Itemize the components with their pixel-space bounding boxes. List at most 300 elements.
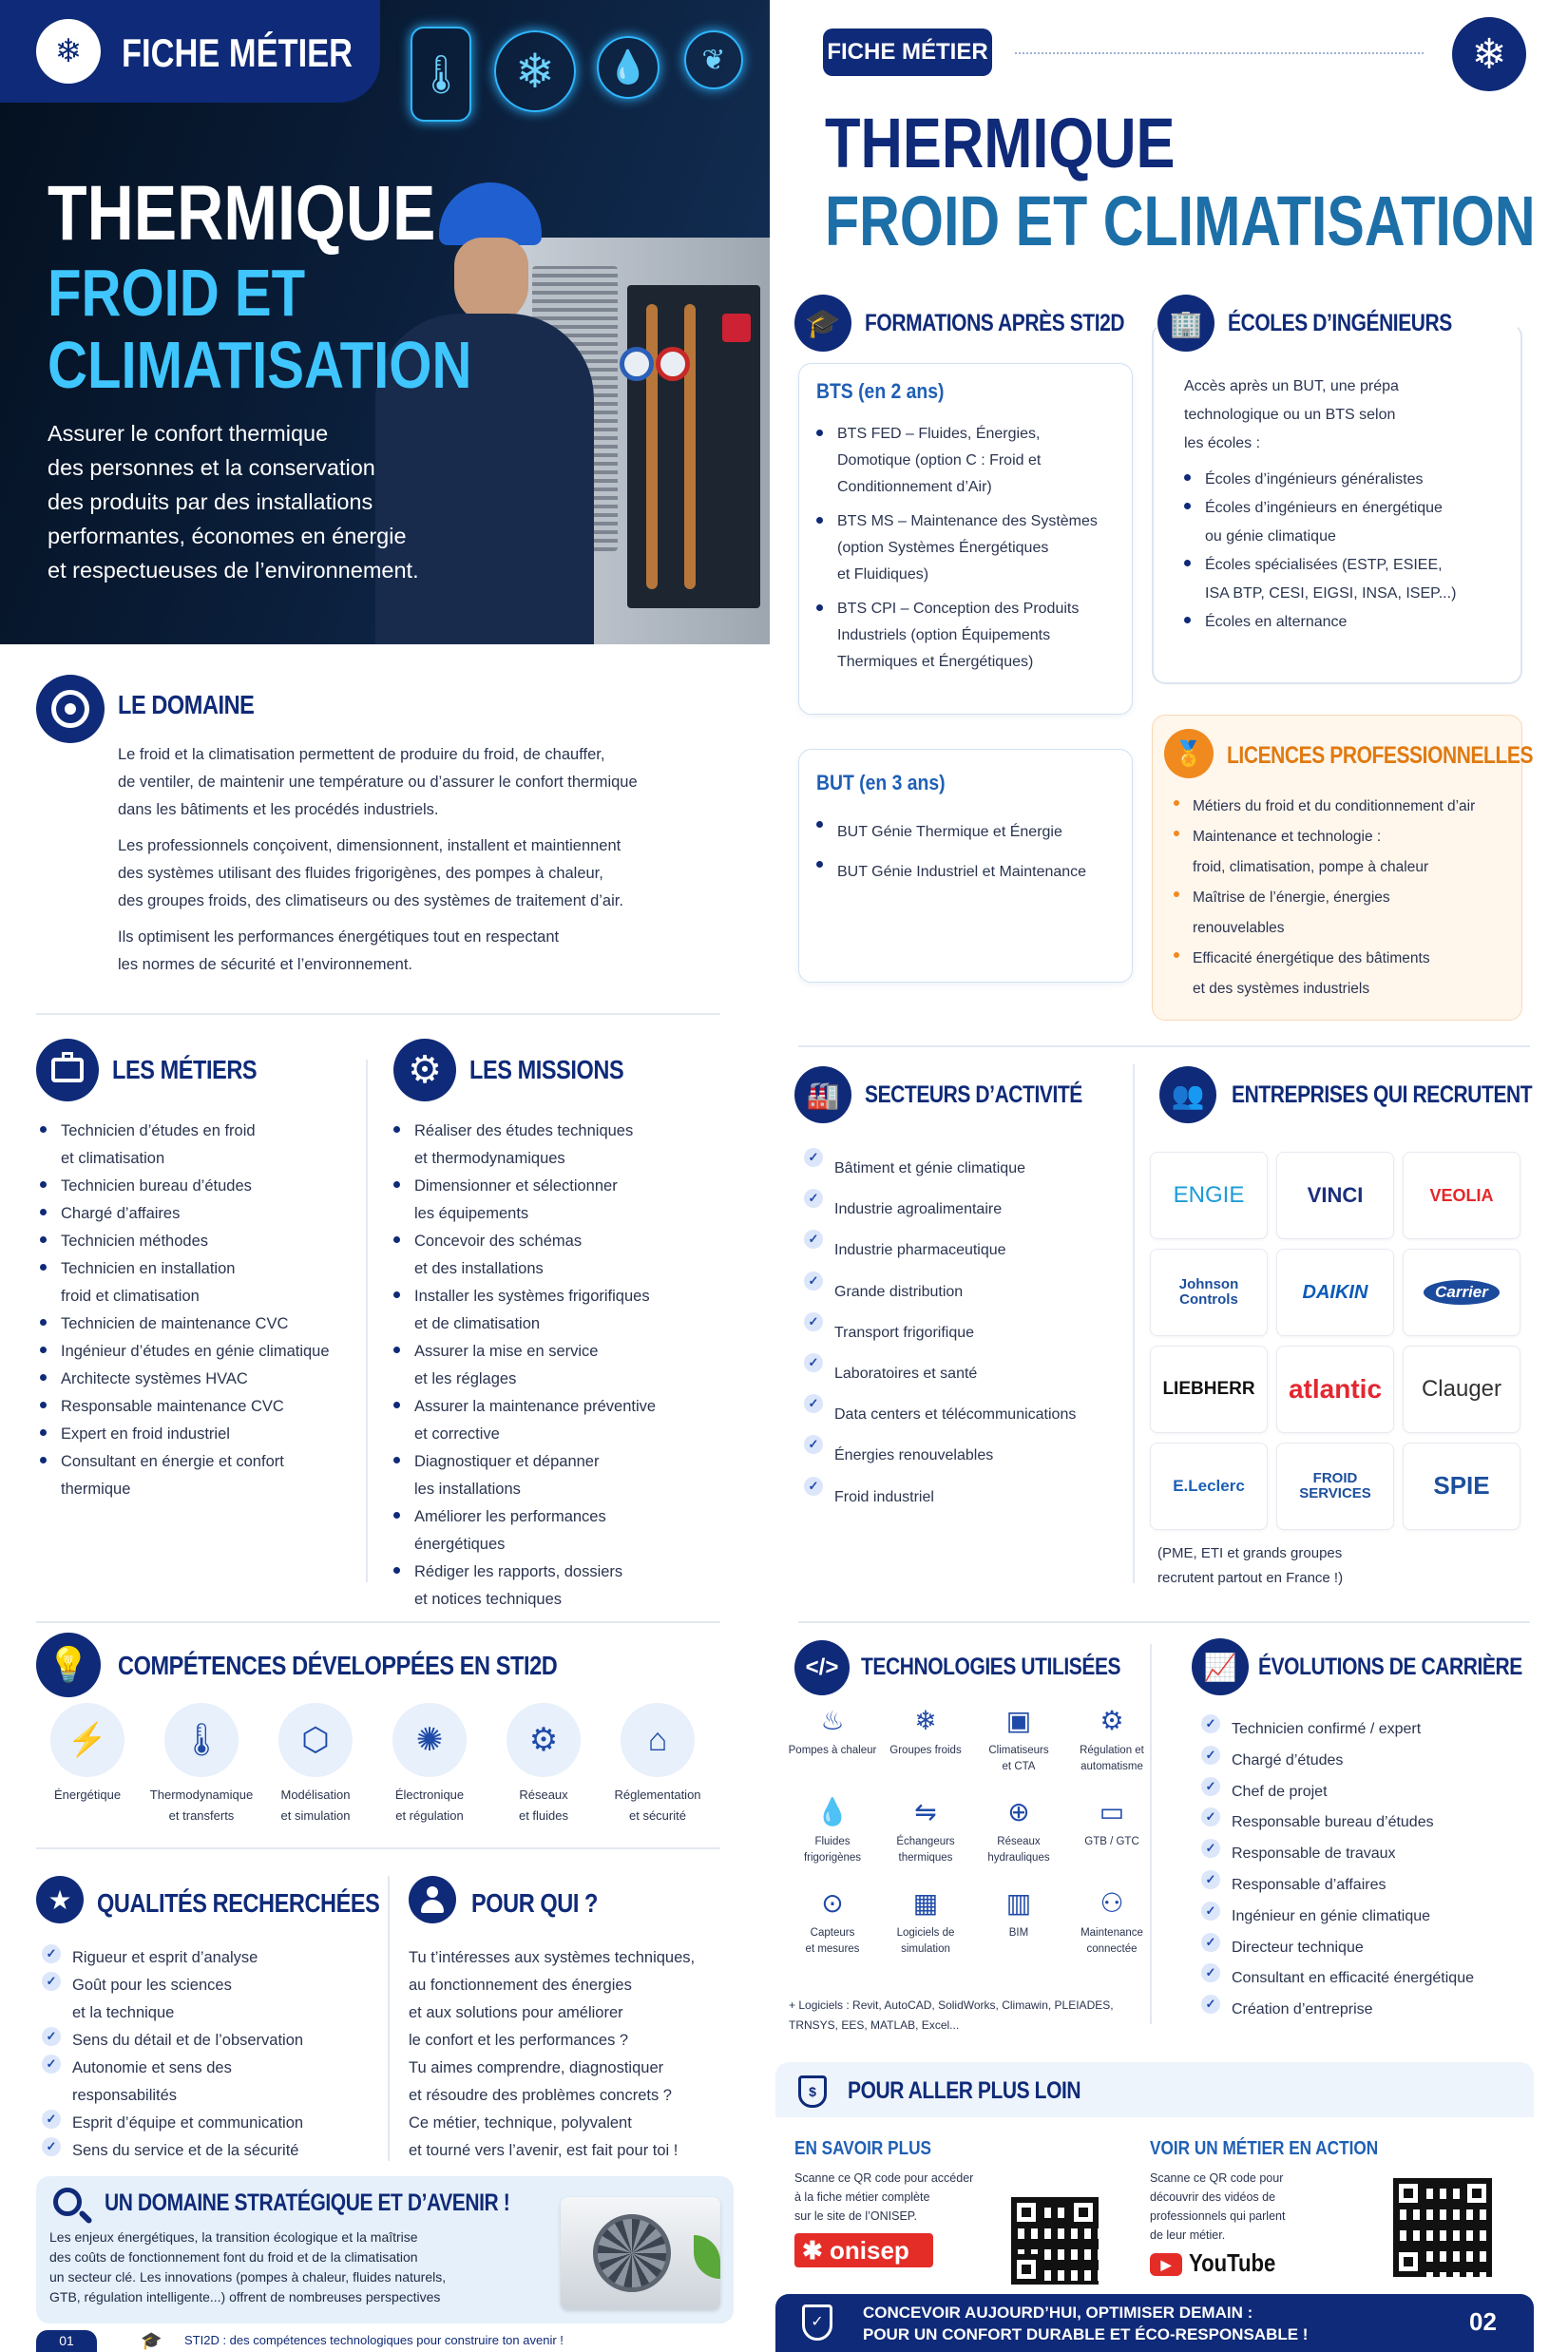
star-icon: ★ [36, 1876, 84, 1923]
snowflake-neon-icon: ❄ [494, 30, 576, 112]
list-item [1170, 883, 1521, 944]
list-item-line: BUT Génie Thermique et Énergie [837, 824, 1062, 840]
list-item-line: ISA BTP, CESI, EIGSI, INSA, ISEP...) [1205, 585, 1457, 602]
list-item: ✓ Industrie pharmaceutique [798, 1230, 1131, 1271]
technology-icon: ♨ [820, 1705, 845, 1735]
footer-left [36, 2330, 739, 2352]
list-item-line: et les réglages [414, 1370, 517, 1387]
technology-label: et mesures [805, 1943, 860, 1955]
list-item [36, 2055, 388, 2110]
licences-title: LICENCES PROFESSIONNELLES [1227, 742, 1534, 769]
technology-label: Régulation et [1080, 1745, 1144, 1756]
competence-item [487, 1703, 601, 1826]
but-list [813, 813, 1126, 892]
competence-label: Thermodynamique [149, 1788, 254, 1802]
bts-card [798, 363, 1133, 715]
list-item [813, 421, 1126, 501]
technology-icon: 💧 [815, 1796, 850, 1826]
list-item [36, 1972, 388, 2027]
building-icon: 🏢 [1157, 295, 1214, 352]
technology-label: automatisme [1080, 1761, 1143, 1772]
technology-item [1064, 1884, 1159, 1958]
company-name: ENGIE [1173, 1182, 1245, 1209]
thermo-icon: 🌡 [164, 1703, 239, 1777]
qualites-divider [388, 1876, 390, 2161]
logiciels-text: + Logiciels : Revit, AutoCAD, SolidWorks, Climawin, PLEIADES, TRNSYS, EES, MATLAB, Excel... [789, 1998, 1114, 2032]
list-item-line: les équipements [414, 1205, 529, 1222]
chart-up-icon: 📈 [1192, 1638, 1249, 1695]
company-name: Johnson Controls [1178, 1276, 1239, 1308]
list-item-line: Technicien d’études en froid [61, 1122, 256, 1139]
target-icon [36, 675, 105, 743]
right-title-1: THERMIQUE [825, 104, 1176, 182]
list-item-line: Écoles en alternance [1205, 614, 1348, 630]
list-item-line: Écoles d’ingénieurs en énergétique [1205, 500, 1443, 516]
list-item: ✓ Technicien confirmé / expert [1195, 1714, 1547, 1746]
company-name: LIEBHERR [1162, 1379, 1255, 1400]
ecoles-list [1180, 466, 1513, 637]
hero-gauge-red [656, 347, 690, 381]
list-item: ✓ Responsable bureau d’études [1195, 1807, 1547, 1839]
metiers-list [36, 1118, 359, 1503]
ecoles-text: Accès après un BUT, une prépa technologique ou un BTS selon les écoles : [1184, 378, 1399, 451]
list-item [390, 1448, 751, 1503]
technology-label: simulation [901, 1943, 950, 1955]
list-item-line: Expert en froid industriel [61, 1425, 230, 1443]
list-item [36, 1338, 359, 1366]
licences-box [1152, 715, 1534, 1021]
technology-item [785, 1792, 880, 1866]
list-item-line: (option Systèmes Énergétiques [837, 540, 1049, 556]
leaf-icon [694, 2235, 720, 2279]
list-item-line: Assurer la mise en service [414, 1343, 599, 1360]
loin-title: POUR ALLER PLUS LOIN [848, 2077, 1081, 2104]
competence-item [373, 1703, 487, 1826]
savoir-title: EN SAVOIR PLUS [794, 2138, 931, 2159]
list-item-line: Thermiques et Énergétiques) [837, 654, 1034, 670]
list-item-line: Consultant en énergie et confort [61, 1453, 284, 1470]
technology-label: Fluides [814, 1836, 851, 1847]
company-name: Carrier [1424, 1280, 1500, 1305]
company-logo [1276, 1443, 1394, 1530]
qualites-list [36, 1944, 388, 2165]
technologies-title: TECHNOLOGIES UTILISÉES [861, 1654, 1121, 1680]
hero-title-1: THERMIQUE [48, 170, 436, 257]
technology-icon: ⇋ [914, 1796, 937, 1826]
briefcase-icon [36, 1039, 99, 1101]
list-item-line: Architecte systèmes HVAC [61, 1370, 248, 1387]
list-item [390, 1338, 751, 1393]
list-item-line: Écoles d’ingénieurs généralistes [1205, 471, 1424, 488]
list-item [1180, 466, 1513, 494]
company-name: SPIE [1433, 1471, 1490, 1501]
company-name: DAIKIN [1302, 1281, 1368, 1303]
technology-item [878, 1701, 973, 1759]
list-item [36, 1118, 359, 1173]
footer-left-text: STI2D : des compétences technologiques pour construire ton avenir ! [184, 2333, 564, 2347]
right-badge: FICHE MÉTIER [823, 29, 992, 76]
savoir-text: Scanne ce QR code pour accéder à la fiche métier complète sur le site de l’ONISEP. [794, 2171, 974, 2223]
but-title: BUT (en 3 ans) [816, 771, 946, 794]
company-logo [1150, 1346, 1268, 1433]
code-icon: </> [794, 1640, 850, 1695]
search-icon-handle [78, 2209, 93, 2225]
technology-icon: ▭ [1099, 1796, 1125, 1826]
competence-label: et transferts [168, 1808, 235, 1823]
technology-label: frigorigènes [803, 1852, 862, 1864]
secteurs-divider [1133, 1064, 1135, 1583]
list-item-line: Concevoir des schémas [414, 1233, 583, 1250]
technology-icon: ⊕ [1007, 1796, 1030, 1826]
list-item [36, 1366, 359, 1393]
list-item-line: froid, climatisation, pompe à chaleur [1193, 859, 1429, 875]
divider-r1 [798, 1045, 1530, 1047]
entreprises-title: ENTREPRISES QUI RECRUTENT [1232, 1081, 1533, 1108]
technologies-divider [1150, 1644, 1152, 2024]
hero-title-3: CLIMATISATION [48, 328, 472, 402]
list-item-line: BTS CPI – Conception des Produits [837, 601, 1080, 617]
list-item: ✓ Énergies renouvelables [798, 1435, 1131, 1476]
bts-list [813, 421, 1126, 683]
bts-title: BTS (en 2 ans) [816, 379, 945, 403]
technology-label: GTB / GTC [1084, 1836, 1139, 1847]
electronics-icon: ✺ [392, 1703, 467, 1777]
list-item-line: Métiers du froid et du conditionnement d’air [1193, 798, 1476, 814]
list-item: ✓ Responsable d’affaires [1195, 1870, 1547, 1902]
list-item [390, 1283, 751, 1338]
divider-2 [36, 1621, 720, 1623]
technology-item [971, 1884, 1066, 1941]
voir-title: VOIR UN MÉTIER EN ACTION [1150, 2138, 1379, 2159]
divider-1 [36, 1013, 720, 1015]
strategique-title: UN DOMAINE STRATÉGIQUE ET D’AVENIR ! [105, 2189, 510, 2216]
model-icon: ⬡ [278, 1703, 353, 1777]
list-item-line: ✓ Rigueur et esprit d’analyse [72, 1949, 258, 1966]
competence-label: et fluides [518, 1808, 569, 1823]
lightbulb-icon: 💡 [36, 1633, 101, 1697]
company-logo [1276, 1152, 1394, 1239]
company-name: E.Leclerc [1173, 1477, 1245, 1496]
competence-item [144, 1703, 258, 1826]
missions-list [390, 1118, 751, 1614]
graduation-cap-icon: 🎓 [141, 2331, 163, 2350]
list-item [36, 1228, 359, 1255]
list-item: ✓ Data centers et télécommunications [798, 1394, 1131, 1435]
list-item-line: et climatisation [61, 1150, 165, 1167]
list-item-line: les installations [414, 1481, 521, 1498]
technology-icon: ⚇ [1100, 1887, 1124, 1918]
competences-title: COMPÉTENCES DÉVELOPPÉES EN STI2D [118, 1651, 558, 1680]
formations-title: FORMATIONS APRÈS STI2D [865, 310, 1125, 336]
technology-icon: ❄ [914, 1705, 937, 1735]
divider-r2 [798, 1621, 1530, 1623]
leaf-neon-icon: ❦ [684, 30, 743, 89]
medal-icon: 🏅 [1164, 729, 1214, 778]
company-logo [1150, 1249, 1268, 1336]
technology-item [785, 1884, 880, 1958]
competence-label: Réseaux [519, 1788, 568, 1802]
list-item: ✓ Chef de projet [1195, 1777, 1547, 1808]
technology-label: Maintenance [1080, 1927, 1143, 1939]
list-item [390, 1393, 751, 1448]
competence-label: et régulation [395, 1808, 464, 1823]
competence-label: et simulation [280, 1808, 351, 1823]
list-item-line: et des installations [414, 1260, 544, 1277]
domaine-title: LE DOMAINE [118, 690, 255, 719]
entreprises-note: (PME, ETI et grands groupes recrutent partout en France !) [1157, 1545, 1344, 1586]
secteurs-list [798, 1148, 1131, 1518]
page-number-left: 01 [36, 2330, 97, 2352]
list-item-line: thermique [61, 1481, 131, 1498]
list-item-line: Domotique (option C : Froid et [837, 452, 1042, 468]
competence-label: Modélisation [280, 1788, 351, 1802]
list-item [36, 1421, 359, 1448]
list-item-line: Technicien bureau d’études [61, 1177, 252, 1195]
list-item-line: Efficacité énergétique des bâtiments [1193, 950, 1430, 966]
technology-item [878, 1884, 973, 1958]
list-item-line: et des systèmes industriels [1193, 981, 1370, 997]
pourqui-title: POUR QUI ? [471, 1888, 599, 1918]
energy-icon: ⚡ [50, 1703, 124, 1777]
list-item-line: Réaliser des études techniques [414, 1122, 634, 1139]
list-item-line: Technicien méthodes [61, 1233, 209, 1250]
badge-label: FICHE MÉTIER [122, 30, 354, 75]
gear-icon: ⚙ [393, 1039, 456, 1101]
company-logo [1403, 1152, 1520, 1239]
person-icon [409, 1876, 456, 1923]
list-item-line: Écoles spécialisées (ESTP, ESIEE, [1205, 557, 1443, 573]
list-item [1170, 792, 1521, 822]
list-item: ✓ Responsable de travaux [1195, 1839, 1547, 1870]
factory-icon: 🏭 [794, 1066, 851, 1123]
list-item-line: ou génie climatique [1205, 528, 1336, 545]
fiche-badge [0, 0, 380, 103]
company-name: Clauger [1421, 1376, 1502, 1403]
list-item: ✓ Directeur technique [1195, 1933, 1547, 1964]
competence-label: Réglementation [614, 1788, 701, 1802]
list-item [36, 1255, 359, 1310]
list-item-line: Maintenance et technologie : [1193, 829, 1382, 845]
list-item [390, 1118, 751, 1173]
domaine-text: Le froid et la climatisation permettent de produire du froid, de chauffer, de ventiler, de maintenir une température ou d’assurer le confort thermique dans les bâtiments et les procédés industriels. Les professionnels conçoivent, dimensionnent, installent et maintiennent des systèmes utilisant des fluides frigorigènes, des pompes à chaleur, des groupes froids, des climatiseurs ou des systèmes de traitement d’air. Ils optimisent les performances énergétiques tout en respectant les normes de sécurité et l’environnement. [118, 746, 638, 973]
fan-icon [593, 2214, 671, 2292]
list-item-line: ✓ Esprit d’équipe et communication [72, 2114, 304, 2132]
hero-technician-helmet [439, 182, 542, 245]
missions-title: LES MISSIONS [469, 1055, 624, 1084]
list-item-line: BUT Génie Industriel et Maintenance [837, 864, 1087, 880]
list-item-line: Rédiger les rapports, dossiers [414, 1563, 623, 1580]
hero-gauge-blue [620, 347, 654, 381]
list-item-line: Diagnostiquer et dépanner [414, 1453, 600, 1470]
list-item-line: ✓ Sens du détail et de l’observation [72, 2032, 304, 2049]
company-name: VEOLIA [1429, 1185, 1494, 1205]
footer-right-line2: POUR UN CONFORT DURABLE ET ÉCO-RESPONSABLE ! [863, 2325, 1309, 2343]
onisep-logo[interactable]: ✱ onisep [794, 2233, 933, 2267]
list-item [1180, 608, 1513, 637]
list-item-line: Technicien en installation [61, 1260, 236, 1277]
evolutions-list [1195, 1714, 1547, 2026]
technology-icon: ⊙ [821, 1887, 844, 1918]
shield-icon: $ [798, 2075, 827, 2108]
company-name: VINCI [1307, 1183, 1364, 1208]
search-icon [53, 2188, 82, 2216]
list-item: ✓ Laboratoires et santé [798, 1353, 1131, 1394]
technology-label: connectée [1086, 1943, 1138, 1955]
technology-label: Capteurs [810, 1927, 855, 1939]
company-logo [1403, 1249, 1520, 1336]
company-logo [1276, 1249, 1394, 1336]
list-item-line: Industriels (option Équipements [837, 627, 1051, 643]
list-item: ✓ Industrie agroalimentaire [798, 1189, 1131, 1230]
company-logo [1403, 1443, 1520, 1530]
licences-list [1170, 792, 1521, 1004]
technology-label: Échangeurs [896, 1836, 955, 1847]
hero-technician-face [454, 238, 528, 323]
list-item-line: et la technique [72, 2004, 175, 2021]
list-item-line: ✓ Sens du service et de la sécurité [72, 2142, 299, 2159]
technology-icon: ▥ [1005, 1887, 1032, 1918]
competence-item [258, 1703, 373, 1826]
company-logo [1403, 1346, 1520, 1433]
list-item [813, 596, 1126, 676]
right-page [770, 0, 1568, 2352]
list-item [36, 1310, 359, 1338]
youtube-qr-code[interactable] [1393, 2178, 1492, 2277]
play-icon: ▶ [1150, 2253, 1182, 2276]
competence-item [601, 1703, 715, 1826]
list-item-line: Maîtrise de l’énergie, énergies [1193, 889, 1390, 906]
list-item: ✓ Froid industriel [798, 1477, 1131, 1518]
pourqui-text: Tu t’intéresses aux systèmes techniques, au fonctionnement des énergies et aux solutions pour améliorer le confort et les performances ? Tu aimes comprendre, diagnostiquer et résoudre des problèmes concrets ? Ce métier, technique, polyvalent et tourné vers l’avenir, est fait pour toi ! [409, 1949, 696, 2159]
hero-banner [0, 0, 770, 644]
list-item-line: énergétiques [414, 1536, 506, 1553]
list-item-line: Technicien de maintenance CVC [61, 1315, 289, 1332]
snowflake-icon: ❄ [1452, 17, 1526, 91]
drop-neon-icon: 💧 [597, 36, 660, 99]
header-dotted-line [1015, 52, 1424, 54]
list-item-line: Ingénieur d’études en génie climatique [61, 1343, 330, 1360]
network-icon: ⚙ [507, 1703, 581, 1777]
footer-right [775, 2294, 1534, 2352]
list-item [36, 1200, 359, 1228]
technology-item [1064, 1792, 1159, 1850]
list-item [36, 2027, 388, 2055]
technology-icon: ▣ [1005, 1705, 1032, 1735]
list-item-line: et Fluidiques) [837, 566, 929, 583]
list-item [813, 852, 1126, 892]
list-item [1180, 551, 1513, 608]
metiers-title: LES MÉTIERS [112, 1055, 258, 1084]
list-item-line: froid et climatisation [61, 1288, 200, 1305]
strategique-box [36, 2176, 734, 2323]
hero-title-2: FROID ET [48, 256, 306, 330]
list-item [813, 508, 1126, 588]
list-item [36, 1393, 359, 1421]
divider-3 [36, 1847, 720, 1849]
technology-label: Pompes à chaleur [788, 1745, 877, 1756]
but-card [798, 749, 1133, 983]
list-item [36, 1173, 359, 1200]
company-logo [1150, 1443, 1268, 1530]
technology-item [971, 1792, 1066, 1866]
technology-label: thermiques [898, 1852, 953, 1864]
graduation-icon: 🎓 [794, 295, 851, 352]
list-item: ✓ Bâtiment et génie climatique [798, 1148, 1131, 1189]
technology-label: Réseaux [997, 1836, 1041, 1847]
technology-item [785, 1701, 880, 1759]
list-item [1170, 822, 1521, 883]
loin-box [775, 2062, 1534, 2277]
technology-label: Logiciels de [896, 1927, 955, 1939]
secteurs-title: SECTEURS D’ACTIVITÉ [865, 1081, 1082, 1108]
list-item [813, 813, 1126, 852]
technology-item [1064, 1701, 1159, 1775]
list-item-line: BTS MS – Maintenance des Systèmes [837, 513, 1098, 529]
list-item-line: Installer les systèmes frigorifiques [414, 1288, 650, 1305]
technology-label: hydrauliques [987, 1852, 1050, 1864]
ecoles-title: ÉCOLES D’INGÉNIEURS [1228, 310, 1452, 336]
list-item-line: Chargé d’affaires [61, 1205, 181, 1222]
metiers-divider [366, 1060, 368, 1582]
list-item [36, 2137, 388, 2165]
list-item-line: Conditionnement d’Air) [837, 479, 992, 495]
shield-check-icon: ✓ [802, 2304, 832, 2341]
rules-icon: ⌂ [621, 1703, 695, 1777]
technology-item [878, 1792, 973, 1866]
list-item-line: et corrective [414, 1425, 500, 1443]
list-item: ✓ Consultant en efficacité énergétique [1195, 1963, 1547, 1995]
list-item: ✓ Création d’entreprise [1195, 1995, 1547, 2026]
list-item [390, 1558, 751, 1614]
voir-text: Scanne ce QR code pour découvrir des vidéos de professionnels qui parlent de leur métier. [1150, 2171, 1286, 2242]
technology-label: BIM [1008, 1927, 1029, 1939]
hero-intro: Assurer le confort thermique des personnes et la conservation des produits par des installations performantes, économes en énergie et respectueuses de l’environnement. [48, 421, 419, 583]
technology-icon: ⚙ [1100, 1705, 1124, 1735]
list-item: ✓ Grande distribution [798, 1272, 1131, 1312]
list-item-line: Dimensionner et sélectionner [414, 1177, 618, 1195]
evolutions-title: ÉVOLUTIONS DE CARRIÈRE [1258, 1654, 1522, 1680]
footer-right-line1: CONCEVOIR AUJOURD’HUI, OPTIMISER DEMAIN : [863, 2304, 1253, 2322]
ac-unit-image [561, 2197, 720, 2309]
team-icon: 👥 [1159, 1066, 1216, 1123]
list-item-line: renouvelables [1193, 920, 1285, 936]
onisep-qr-code[interactable] [1011, 2197, 1099, 2285]
list-item [36, 1944, 388, 1972]
list-item [36, 2110, 388, 2137]
thermometer-neon-icon: 🌡 [411, 27, 471, 122]
list-item-line: et notices techniques [414, 1591, 563, 1608]
list-item-line: Améliorer les performances [414, 1508, 606, 1525]
technology-icon: ▦ [912, 1887, 939, 1918]
list-item: ✓ Ingénieur en génie climatique [1195, 1902, 1547, 1933]
list-item: ✓ Transport frigorifique [798, 1312, 1131, 1353]
list-item-line: et thermodynamiques [414, 1150, 565, 1167]
technology-label: Climatiseurs [988, 1745, 1049, 1756]
technology-label: Groupes froids [889, 1745, 962, 1756]
right-title-2: FROID ET CLIMATISATION [825, 182, 1536, 260]
company-name: atlantic [1288, 1374, 1383, 1405]
competence-label: et sécurité [629, 1808, 686, 1823]
list-item [1180, 494, 1513, 551]
youtube-logo[interactable]: ▶ YouTube [1150, 2248, 1291, 2277]
company-logo [1276, 1346, 1394, 1433]
left-page [0, 0, 770, 2352]
badge-snow-icon: ❄ [36, 19, 101, 84]
list-item-line: ✓ Goût pour les sciences [72, 1977, 232, 1994]
list-item-line: BTS FED – Fluides, Énergies, [837, 426, 1041, 442]
company-name: FROID SERVICES [1299, 1470, 1371, 1501]
page-number-right: 02 [1469, 2307, 1497, 2336]
